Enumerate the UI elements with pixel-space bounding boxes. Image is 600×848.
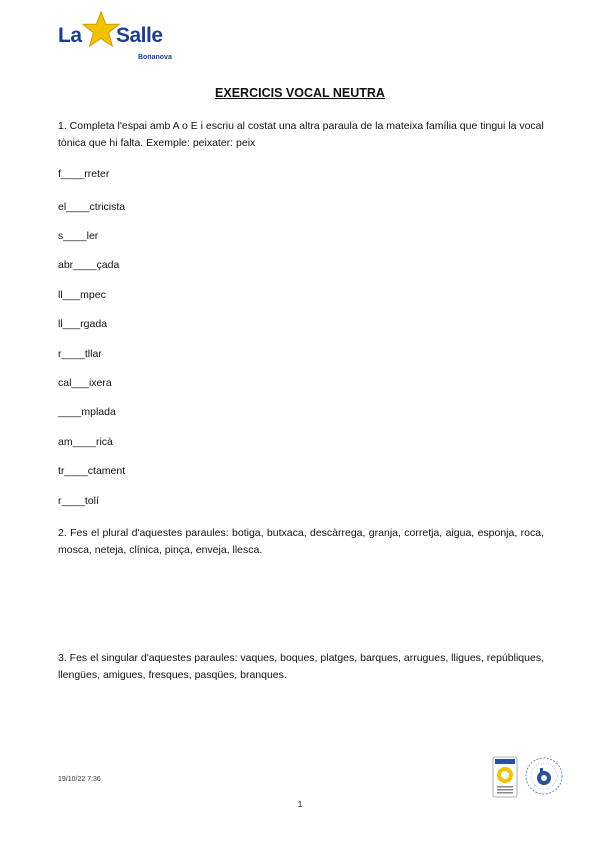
exercise-item: tr____ctament bbox=[58, 465, 126, 477]
exercise-item: am____ricà bbox=[58, 436, 113, 448]
exercise-item: cal___ixera bbox=[58, 377, 112, 389]
exercise-item: r____tolí bbox=[58, 495, 99, 507]
ib-world-school-icon bbox=[524, 756, 564, 796]
exercise-item: ll___mpec bbox=[58, 289, 106, 301]
quality-badge-icon bbox=[492, 756, 518, 798]
exercise-item: f____rreter bbox=[58, 168, 110, 180]
page-number: 1 bbox=[297, 800, 303, 809]
exercise-item: s____ler bbox=[58, 230, 99, 242]
page-title: EXERCICIS VOCAL NEUTRA bbox=[215, 86, 385, 100]
logo-salle-text: Salle bbox=[116, 24, 163, 47]
exercise-2-instruction: 2. Fes el plural d'aquestes paraules: botiga, butxaca, descàrrega, granja, corretja, aigua, esponja, roca, mosca, neteja, clínica, pinça, enveja, llesca. bbox=[58, 527, 544, 556]
logo-la-text: La bbox=[58, 24, 82, 47]
exercise-item: r____tllar bbox=[58, 348, 102, 360]
exercise-item: ll___rgada bbox=[58, 318, 108, 330]
exercise-1-instruction: 1. Completa l'espai amb A o E i escriu al costat una altra paraula de la mateixa família que tingui la vocal tònica que hi falta. Exemple: peixater: peix bbox=[58, 120, 544, 149]
school-logo bbox=[58, 8, 188, 66]
star-icon bbox=[82, 10, 120, 48]
exercise-item: ____mplada bbox=[58, 406, 116, 418]
logo-subtitle: Bonanova bbox=[138, 54, 172, 61]
exercise-3-instruction: 3. Fes el singular d'aquestes paraules: vaques, boques, platges, barques, arrugues, lligues, repúbliques, llengües, amigues, fresques, pasqües, branques. bbox=[58, 652, 544, 681]
exercise-item: el____ctricista bbox=[58, 201, 126, 213]
footer-date: 19/10/22 7:36 bbox=[58, 776, 101, 783]
exercise-item: abr____çada bbox=[58, 259, 120, 271]
